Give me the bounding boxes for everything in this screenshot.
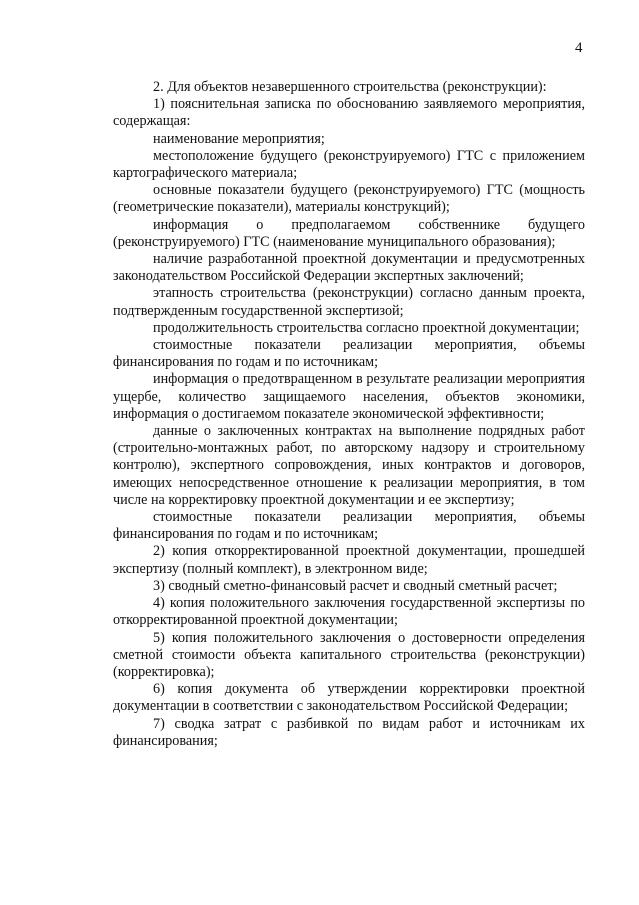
list-item: 7) сводка затрат с разбивкой по видам работ и источникам их финансирования; — [113, 715, 585, 749]
list-item: стоимостные показатели реализации мероприятия, объемы финансирования по годам и по источникам; — [113, 509, 585, 543]
list-item: продолжительность строительства согласно проектной документации; — [153, 319, 580, 336]
list-item: 2) копия откорректированной проектной документации, прошедшей экспертизу (полный комплект), в электронном виде; — [113, 543, 585, 577]
list-item: 1) пояснительная записка по обоснованию заявляемого мероприятия, содержащая: — [113, 96, 585, 130]
list-item: 4) копия положительного заключения государственной экспертизы по откорректированной проектной документации; — [113, 595, 585, 629]
list-item: основные показатели будущего (реконструируемого) ГТС (мощность (геометрические показатели), материалы конструкций); — [113, 182, 585, 216]
list-item: информация о предполагаемом собственнике будущего (реконструируемого) ГТС (наименование муниципального образования); — [113, 216, 585, 250]
section-heading: 2. Для объектов незавершенного строительства (реконструкции): — [153, 79, 547, 95]
list-item: данные о заключенных контрактах на выполнение подрядных работ (строительно-монтажных работ, по авторскому надзору и строительному контролю), экспертного сопровождения, иных контрактов и договоров, имеющих непосредственное отношение к реализации мероприятия, в том числе на корректировку проектной документации и ее экспертизу; — [113, 423, 585, 508]
document-body — [113, 79, 585, 750]
list-item: наличие разработанной проектной документации и предусмотренных законодательством Российской Федерации экспертных заключений; — [113, 251, 585, 285]
list-item: этапность строительства (реконструкции) согласно данным проекта, подтвержденным государственной экспертизой; — [113, 285, 585, 319]
list-item: наименование мероприятия; — [153, 130, 325, 147]
page-number: 4 — [575, 40, 583, 56]
list-item: 5) копия положительного заключения о достоверности определения сметной стоимости объекта капитального строительства (реконструкции) (корректировка); — [113, 629, 585, 680]
list-item: стоимостные показатели реализации мероприятия, объемы финансирования по годам и по источникам; — [113, 337, 585, 371]
list-item: информация о предотвращенном в результате реализации мероприятия ущербе, количество защищаемого населения, объектов экономики, информация о достигаемом показателе экономической эффективности; — [113, 371, 585, 422]
list-item: местоположение будущего (реконструируемого) ГТС с приложением картографического материала; — [113, 147, 585, 182]
list-item: 3) сводный сметно-финансовый расчет и сводный сметный расчет; — [153, 577, 558, 594]
list-item: 6) копия документа об утверждении корректировки проектной документации в соответствии с законодательством Российской Федерации; — [113, 681, 585, 715]
